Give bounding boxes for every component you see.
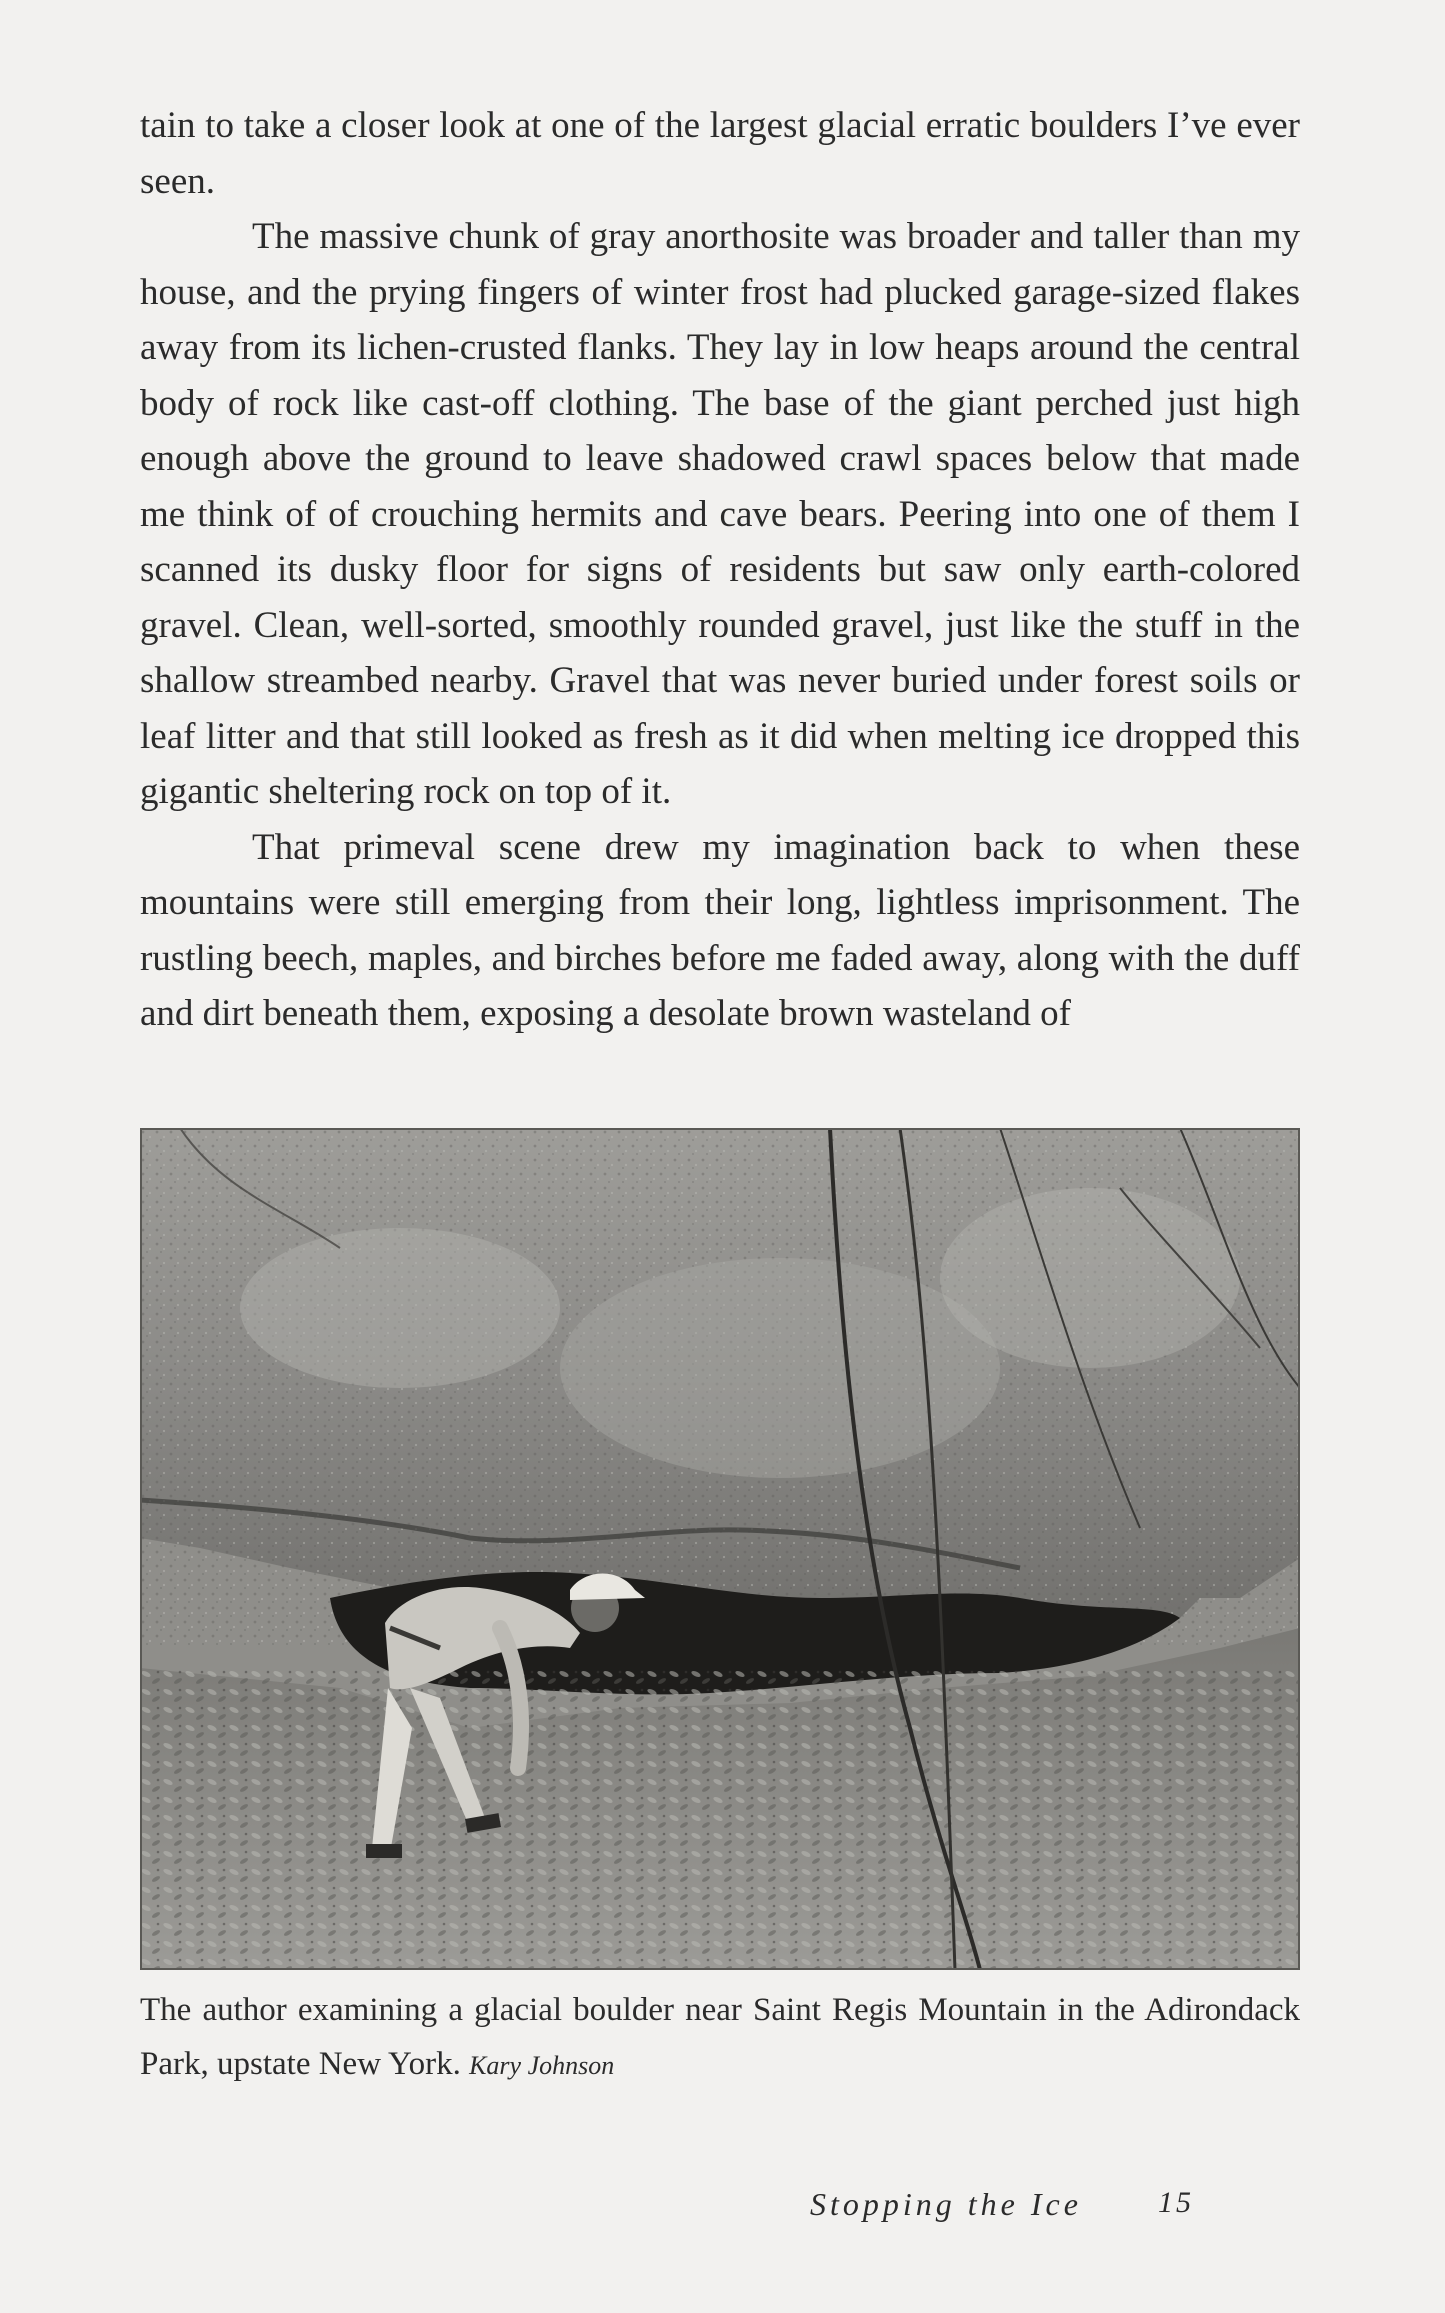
boulder-photograph: [140, 1128, 1300, 1970]
paragraph-3: That primeval scene drew my imagination back to when these mountains were still emerging from their long, lightless imprisonment. The rustling beech, maples, and birches before me faded away, along with the duff and dirt beneath them, exposing a desolate brown wasteland of: [140, 826, 1300, 1034]
running-head: Stopping the Ice: [810, 2186, 1082, 2222]
paragraph-1: tain to take a closer look at one of the largest glacial erratic boulders I’ve ever seen.: [140, 105, 1300, 202]
page-number: 15: [1158, 2186, 1194, 2219]
caption-text: The author examining a glacial boulder near Saint Regis Mountain in the Adirondack Park, upstate New York.: [140, 1992, 1300, 2082]
page-footer: [0, 2186, 1445, 2236]
paragraph-2: The massive chunk of gray anorthosite was broader and taller than my house, and the prying fingers of winter frost had plucked garage-sized flakes away from its lichen-crusted flanks. They lay in low heaps around the central body of rock like cast-off clothing. The base of the giant perched just high enough above the ground to leave shadowed crawl spaces below that made me think of of crouching hermits and cave bears. Peering into one of them I scanned its dusky floor for signs of residents but saw only earth-colored gravel. Clean, well-sorted, smoothly rounded gravel, just like the stuff in the shallow streambed nearby. Gravel that was never buried under forest soils or leaf litter and that still looked as fresh as it did when melting ice dropped this gigantic sheltering rock on top of it.: [140, 216, 1300, 812]
photo-credit: Kary Johnson: [469, 2051, 615, 2080]
figure-caption: [140, 1983, 1300, 2093]
body-text: [140, 98, 1300, 1042]
